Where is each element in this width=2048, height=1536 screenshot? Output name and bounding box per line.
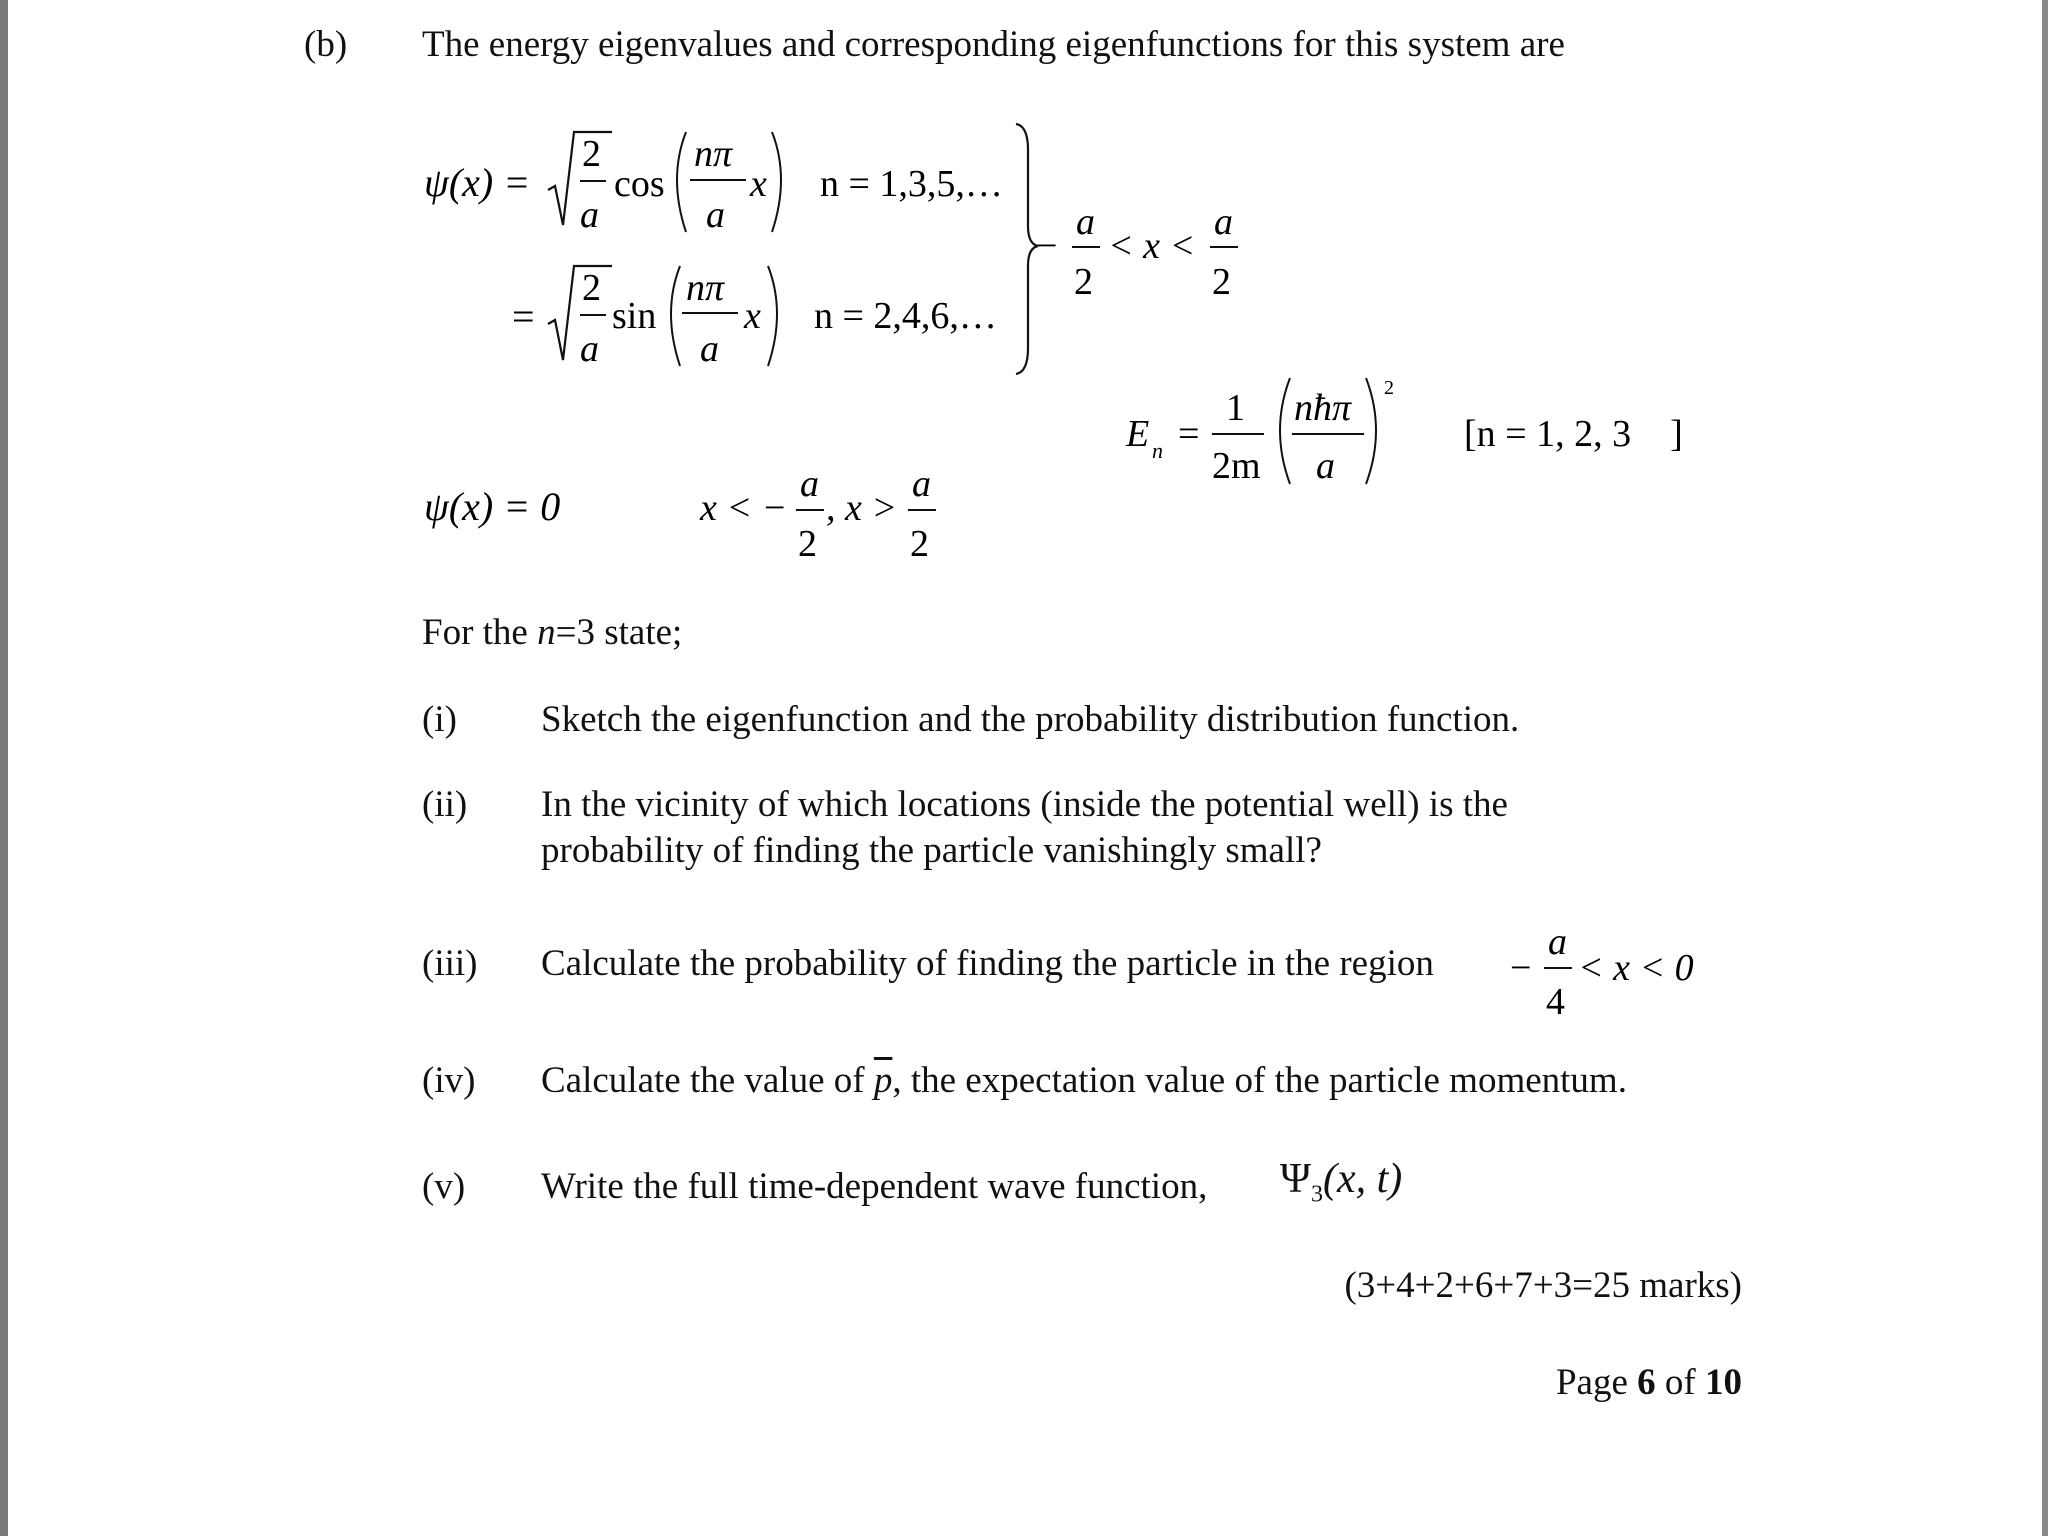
- cos-label: cos: [614, 163, 665, 205]
- sqrt-den-1: a: [580, 194, 599, 236]
- outside-right-den: 2: [910, 523, 929, 565]
- paren-right-1: [772, 132, 781, 232]
- npi-den-2: a: [700, 328, 719, 370]
- page-total: 10: [1705, 1362, 1742, 1403]
- sqrt-num-1: 2: [582, 133, 601, 175]
- question-i-text: Sketch the eigenfunction and the probability distribution function.: [541, 699, 1520, 740]
- energy-power: 2: [1384, 377, 1394, 399]
- question-iv-text-before: Calculate the value of: [541, 1060, 874, 1101]
- question-iii-region-den: 4: [1546, 981, 1565, 1023]
- paren-right-2: [768, 266, 777, 366]
- energy-paren-left: [1280, 378, 1290, 484]
- outside-left-num: a: [800, 463, 819, 505]
- energy-equals: =: [1178, 413, 1200, 455]
- question-iii-text: Calculate the probability of finding the particle in the region: [541, 943, 1434, 984]
- outside-mid: , x >: [826, 487, 898, 529]
- energy-nhbarpi: nħπ: [1294, 387, 1352, 429]
- psi-symbol: Ψ: [1280, 1156, 1311, 1202]
- question-iii-region-tail: < x < 0: [1578, 947, 1694, 989]
- question-ii-label: (ii): [422, 784, 468, 825]
- question-iii-label: (iii): [422, 943, 478, 984]
- state-intro-suffix: =3 state;: [555, 612, 683, 653]
- page-prefix: Page: [1555, 1362, 1638, 1403]
- npi-num-2: nπ: [686, 267, 725, 309]
- psi-lhs: ψ(x) =: [424, 160, 531, 205]
- outside-right-num: a: [912, 463, 931, 505]
- energy-sub: n: [1152, 438, 1163, 463]
- question-iv-text-after: , the expectation value of the particle momentum.: [892, 1060, 1627, 1101]
- question-iii-region: [1500, 910, 1720, 1030]
- npi-den-1: a: [706, 194, 725, 236]
- region-left-den: 2: [1074, 261, 1093, 303]
- x-var-2: x: [744, 295, 761, 337]
- page-number: [1556, 1364, 1742, 1401]
- question-v-psi: [1280, 1158, 1402, 1206]
- question-i-label: (i): [422, 699, 457, 740]
- region-minus: −: [1036, 225, 1058, 267]
- question-iv-text: [541, 1062, 1627, 1099]
- page-middle: of: [1655, 1362, 1705, 1403]
- intro-text: The energy eigenvalues and corresponding eigenfunctions for this system are: [422, 24, 1565, 65]
- n-even-label: n = 2,4,6,…: [814, 295, 997, 337]
- page-current: 6: [1637, 1362, 1656, 1403]
- outside-left: x < −: [700, 487, 788, 529]
- sqrt-num-2: 2: [582, 267, 601, 309]
- p-bar-symbol: $\overline{p}$: [873, 1060, 893, 1101]
- psi-zero: ψ(x) = 0: [424, 484, 561, 529]
- region-left-num: a: [1076, 201, 1095, 243]
- region-lt-x-lt: < x <: [1108, 225, 1196, 267]
- eq2-lhs: =: [512, 294, 535, 339]
- question-v-text: Write the full time-dependent wave function,: [541, 1166, 1208, 1207]
- state-intro-var: n: [537, 612, 556, 653]
- energy-2m: 2m: [1212, 445, 1261, 487]
- question-iii-region-num: a: [1548, 921, 1567, 963]
- energy-paren-right: [1366, 378, 1376, 484]
- state-intro: [422, 614, 682, 651]
- energy-n-range: [n = 1, 2, 3⃞ ]: [1464, 413, 1683, 455]
- question-v-label: (v): [422, 1166, 466, 1207]
- npi-num-1: nπ: [694, 133, 733, 175]
- psi-args: (x, t): [1323, 1156, 1403, 1202]
- question-iv-label: (iv): [422, 1060, 476, 1101]
- part-label: (b): [304, 24, 348, 65]
- question-iii-region-minus: −: [1510, 947, 1532, 989]
- energy-a: a: [1316, 445, 1335, 487]
- paren-left-2: [671, 266, 680, 366]
- energy-one: 1: [1226, 387, 1245, 429]
- question-ii-text-line2: probability of finding the particle vanishingly small?: [541, 830, 1322, 871]
- region-right-num: a: [1214, 201, 1233, 243]
- psi-subscript: 3: [1311, 1181, 1323, 1208]
- sin-label: sin: [612, 295, 657, 337]
- state-intro-prefix: For the: [422, 612, 538, 653]
- outside-left-den: 2: [798, 523, 817, 565]
- region-right-den: 2: [1212, 261, 1231, 303]
- paren-left-1: [677, 132, 686, 232]
- x-var-1: x: [750, 163, 767, 205]
- equations-block: [0, 0, 2048, 600]
- right-brace: [1016, 124, 1038, 374]
- n-odd-label: n = 1,3,5,…: [820, 163, 1003, 205]
- sqrt-den-2: a: [580, 328, 599, 370]
- energy-E: E: [1126, 413, 1150, 455]
- marks-total: (3+4+2+6+7+3=25 marks): [1344, 1265, 1742, 1306]
- question-ii-text-line1: In the vicinity of which locations (inside the potential well) is the: [541, 784, 1508, 825]
